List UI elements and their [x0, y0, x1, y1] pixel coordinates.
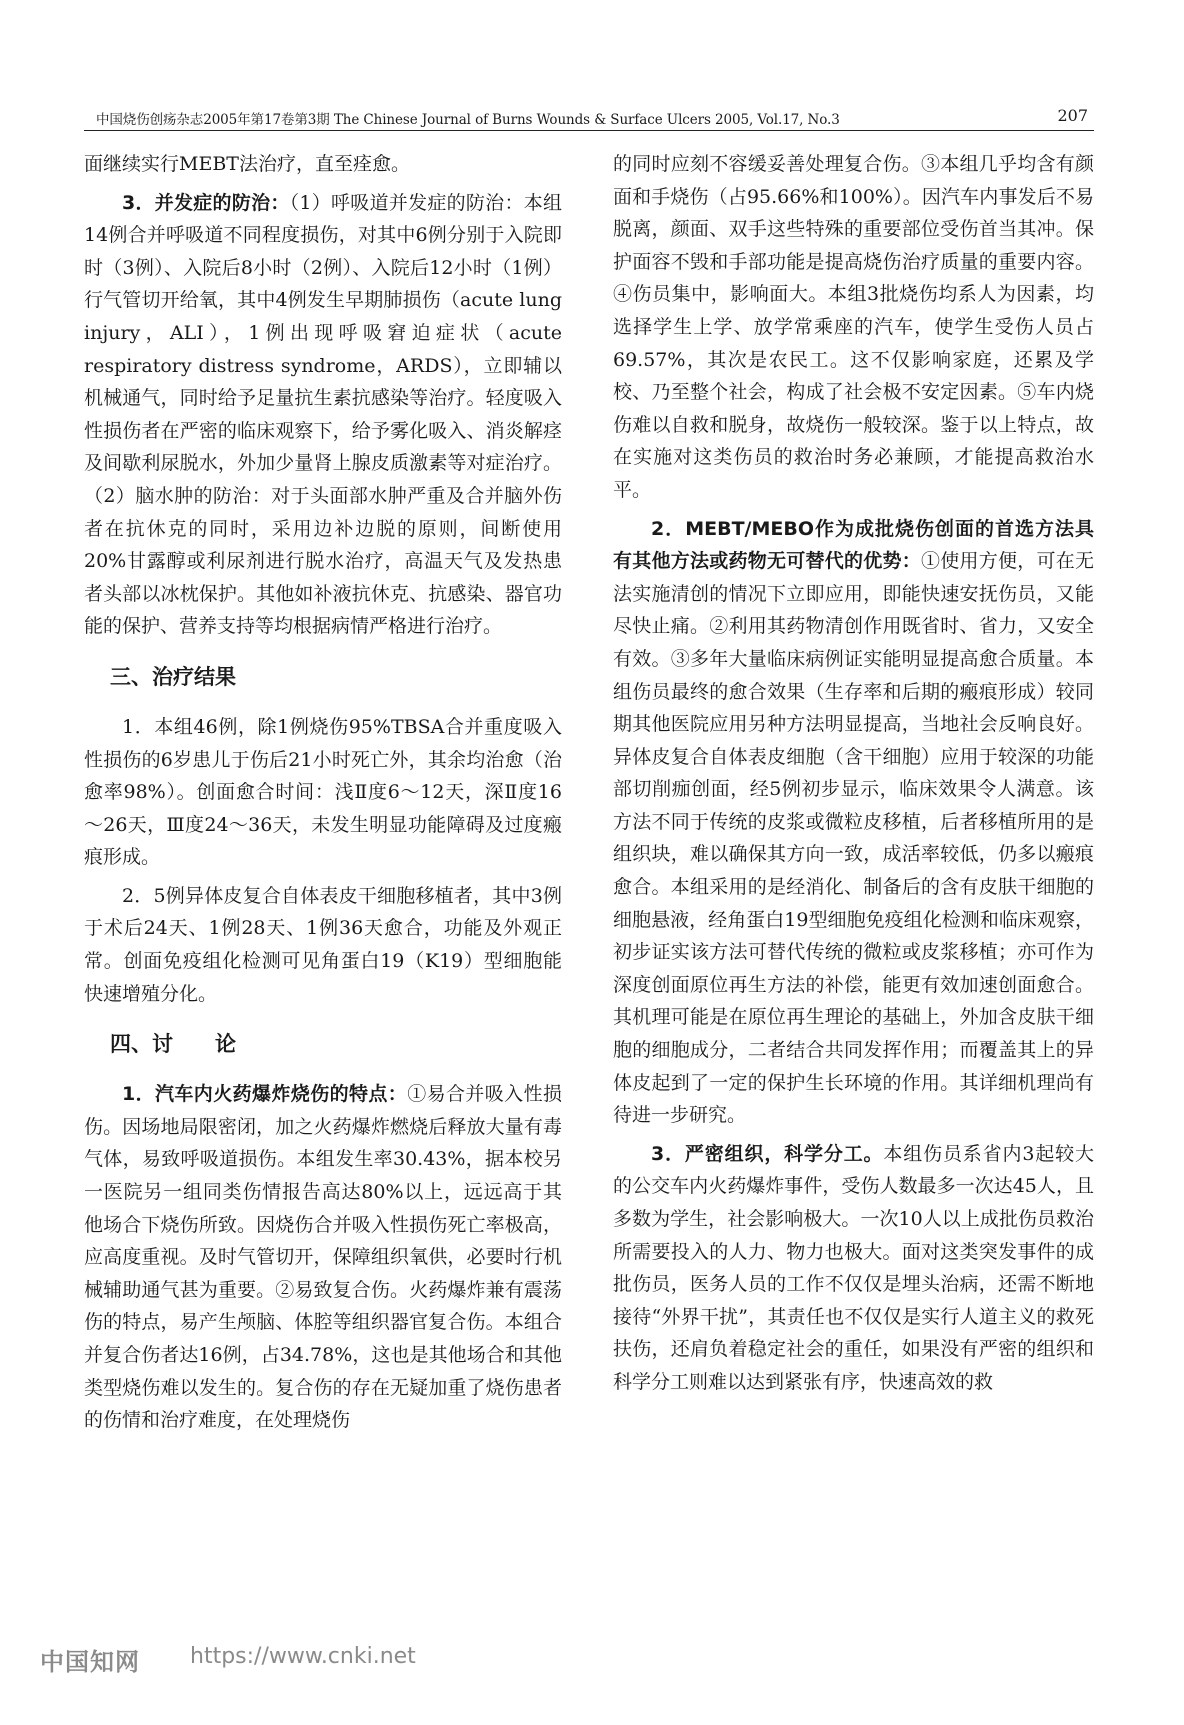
paragraph: 2．5例异体皮复合自体表皮干细胞移植者，其中3例于术后24天、1例28天、1例36天愈合，功能及外观正常。创面免疫组化检测可见角蛋白19（K19）型细胞能快速增殖分化。 — [84, 884, 562, 1005]
page-number: 207 — [1057, 106, 1088, 125]
paragraph-heading: 3．并发症的防治： — [122, 191, 290, 214]
paragraph: 的同时应刻不容缓妥善处理复合伤。③本组几乎均含有颜面和手烧伤（占95.66%和100%）。因汽车内事发后不易脱离，颜面、双手这些特殊的重要部位受伤首当其冲。保护面容不毁和手部功能是提高烧伤治疗质量的重要内容。④伤员集中，影响面大。本组3批烧伤均系人为因素，均选择学生上学、放学常乘座的汽车，使学生受伤人员占69.57%，其次是农民工。这不仅影响家庭，还累及学校、乃至整个社会，构成了社会极不安定因素。⑤车内烧伤难以自救和脱身，故烧伤一般较深。鉴于以上特点，故在实施对这类伤员的救治时务必兼顾，才能提高救治水平。 — [613, 153, 1094, 501]
journal-running-title: 中国烧伤创疡杂志2005年第17卷第3期 The Chinese Journal of Burns Wounds & Surface Ulcers 2005, Vol.17, No.3 — [96, 112, 840, 128]
running-header — [84, 104, 1094, 131]
paragraph-heading: 2．MEBT/MEBO作为成批烧伤创面的首选方法具有其他方法或药物无可替代的优势： — [613, 517, 1094, 573]
section-heading-discussion: 四、讨 论 — [110, 1032, 236, 1057]
paragraph-heading: 3．严密组织，科学分工。 — [651, 1142, 884, 1165]
paragraph-text: ①易合并吸入性损伤。因场地局限密闭，加之火药爆炸燃烧后释放大量有毒气体，易致呼吸道损伤。本组发生率30.43%，据本校另一医院另一组同类伤情报告高达80%以上，远远高于其他场合下烧伤所致。因烧伤合并吸入性损伤死亡率极高，应高度重视。及时气管切开，保障组织氧供，必要时行机械辅助通气甚为重要。②易致复合伤。火药爆炸兼有震荡伤的特点，易产生颅脑、体腔等组织器官复合伤。本组合并复合伤者达16例，占34.78%，这也是其他场合和其他类型烧伤难以发生的。复合伤的存在无疑加重了烧伤患者的伤情和治疗难度，在处理烧伤 — [84, 1083, 562, 1432]
cnki-url: https://www.cnki.net — [190, 1644, 416, 1669]
paragraph: 1．本组46例，除1例烧伤95%TBSA合并重度吸入性损伤的6岁患儿于伤后21小时死亡外，其余均治愈（治愈率98%）。创面愈合时间：浅Ⅱ度6～12天，深Ⅱ度16～26天，Ⅲ度24～36天，未发生明显功能障碍及过度瘢痕形成。 — [84, 715, 562, 869]
paragraph-text: 本组伤员系省内3起较大的公交车内火药爆炸事件，受伤人数最多一次达45人，且多数为学生，社会影响极大。一次10人以上成批伤员救治所需要投入的人力、物力也极大。面对这类突发事件的成批伤员，医务人员的工作不仅仅是埋头治病，还需不断地接待“外界干扰”，其责任也不仅仅是实行人道主义的救死扶伤，还肩负着稳定社会的重任，如果没有严密的组织和科学分工则难以达到紧张有序，快速高效的救 — [613, 1142, 1094, 1393]
paragraph — [84, 1078, 562, 1437]
section-heading-results: 三、治疗结果 — [110, 664, 236, 689]
paragraph-text: （1）呼吸道并发症的防治：本组14例合并呼吸道不同程度损伤，对其中6例分别于入院即时（3例）、入院后8小时（2例）、入院后12小时（1例）行气管切开给氧，其中4例发生早期肺损伤（acute lung injury，ALI），1例出现呼吸窘迫症状（acute respiratory distress syndrome，ARDS），立即辅以机械通气，同时给予足量抗生素抗感染等治疗。轻度吸入性损伤者在严密的临床观察下，给予雾化吸入、消炎解痉及间歇利尿脱水，外加少量肾上腺皮质激素等对症治疗。（2）脑水肿的防治：对于头面部水肿严重及合并脑外伤者在抗休克的同时，采用边补边脱的原则，间断使用20%甘露醇或利尿剂进行脱水治疗，高温天气及发热患者头部以冰枕保护。其他如补液抗休克、抗感染、器官功能的保护、营养支持等均根据病情严格进行治疗。 — [84, 191, 562, 638]
cnki-watermark — [40, 1640, 540, 1680]
paragraph — [613, 513, 1094, 1132]
paragraph — [613, 1138, 1094, 1399]
paragraph — [84, 187, 562, 643]
right-column — [613, 148, 1094, 1405]
paragraph: 面继续实行MEBT法治疗，直至痊愈。 — [84, 153, 410, 175]
paragraph-text: ①使用方便，可在无法实施清创的情况下立即应用，即能快速安抚伤员，又能尽快止痛。②利用其药物清创作用既省时、省力，又安全有效。③多年大量临床病例证实能明显提高愈合质量。本组伤员最终的愈合效果（生存率和后期的瘢痕形成）较同期其他医院应用另种方法明显提高，当地社会反响良好。异体皮复合自体表皮细胞（含干细胞）应用于较深的功能部切削痂创面，经5例初步显示，临床效果令人满意。该方法不同于传统的皮浆或微粒皮移植，后者移植所用的是组织块，难以确保其方向一致，成活率较低，仍多以瘢痕愈合。本组采用的是经消化、制备后的含有皮肤干细胞的细胞悬液，经角蛋白19型细胞免疫组化检测和临床观察，初步证实该方法可替代传统的微粒或皮浆移植；亦可作为深度创面原位再生方法的补偿，能更有效加速创面愈合。其机理可能是在原位再生理论的基础上，外加含皮肤干细胞的细胞成分，二者结合共同发挥作用；而覆盖其上的异体皮起到了一定的保护生长环境的作用。其详细机理尚有待进一步研究。 — [613, 550, 1094, 1127]
paragraph-heading: 1．汽车内火药爆炸烧伤的特点： — [122, 1083, 408, 1106]
left-column — [84, 148, 562, 1443]
cnki-logo: 中国知网 — [40, 1648, 140, 1676]
